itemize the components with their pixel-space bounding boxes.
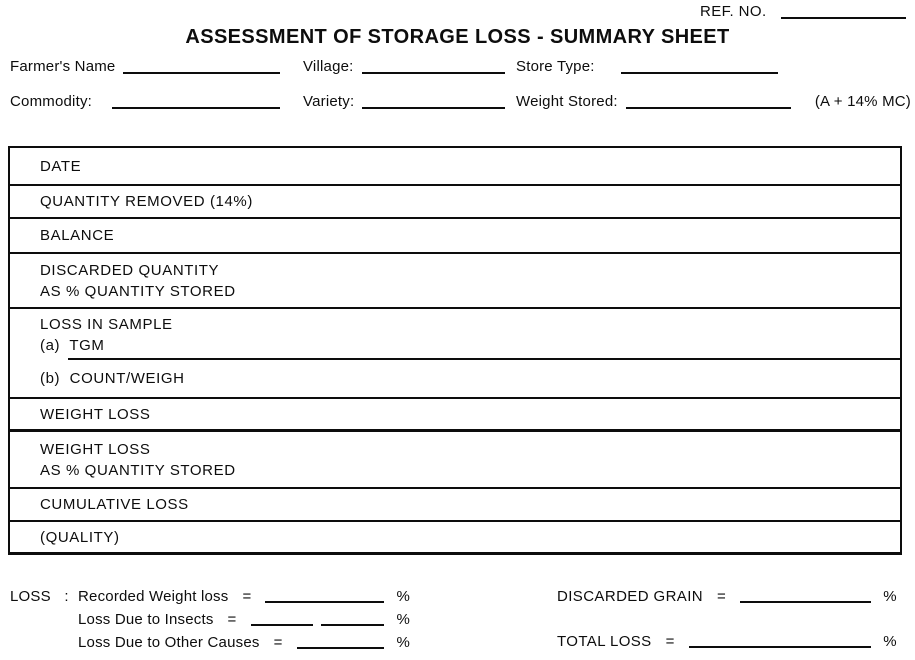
field-store-type [516, 58, 778, 75]
weight-stored-label: Weight Stored: [516, 93, 618, 110]
spacer [557, 605, 897, 628]
percent-sign: % [396, 611, 410, 628]
field-village [303, 58, 505, 75]
loss-insects-blank-1 [251, 611, 314, 626]
loss-line-recorded [10, 583, 410, 605]
field-variety [303, 93, 505, 110]
loss-insects-label: Loss Due to Insects [78, 611, 214, 628]
table-row-quality: (QUALITY) [10, 520, 900, 552]
discarded-grain-blank [740, 588, 871, 603]
ref-no-row [700, 3, 906, 20]
page-title: ASSESSMENT OF STORAGE LOSS - SUMMARY SHEET [185, 26, 730, 48]
table-row-loss-in-sample-tgm: LOSS IN SAMPLE (a) TGM [10, 307, 900, 360]
loss-other-causes-blank [297, 634, 385, 649]
table-row-discarded-quantity: DISCARDED QUANTITY AS % QUANTITY STORED [10, 252, 900, 307]
table-row-weight-loss: WEIGHT LOSS [10, 397, 900, 429]
loss-insects-blank-2 [321, 611, 384, 626]
farmers-name-label: Farmer's Name [10, 58, 116, 75]
loss-line-insects [10, 606, 410, 628]
table-row-cumulative-loss: CUMULATIVE LOSS [10, 487, 900, 520]
percent-sign: % [883, 633, 897, 650]
loss-other-causes-label: Loss Due to Other Causes [78, 634, 260, 651]
variety-label: Variety: [303, 93, 355, 110]
commodity-label: Commodity: [10, 93, 93, 110]
village-blank [362, 59, 505, 74]
village-label: Village: [303, 58, 354, 75]
percent-sign: % [883, 588, 897, 605]
summary-table [8, 146, 902, 555]
farmers-name-blank [123, 59, 280, 74]
ref-no-label: REF. NO. [700, 3, 767, 20]
variety-blank [362, 94, 505, 109]
total-loss-line [557, 628, 897, 650]
table-row-balance: BALANCE [10, 217, 900, 252]
table-row-count-weigh: (b) COUNT/WEIGH [10, 360, 900, 397]
field-weight-stored [516, 93, 911, 110]
equals-sign: = [227, 611, 237, 628]
loss-line-other-causes [10, 629, 410, 651]
loss-summary-left [10, 583, 410, 651]
equals-sign: = [665, 633, 675, 650]
discarded-grain-line [557, 583, 897, 605]
loss-summary-right [557, 583, 897, 650]
ref-no-blank [781, 4, 906, 19]
discarded-grain-label: DISCARDED GRAIN [557, 588, 704, 605]
percent-sign: % [396, 634, 410, 651]
percent-sign: % [396, 588, 410, 605]
recorded-weight-loss-blank [265, 588, 384, 603]
loss-colon: : [64, 588, 69, 605]
weight-stored-blank [626, 94, 791, 109]
table-row-weight-loss-pct: WEIGHT LOSS AS % QUANTITY STORED [10, 429, 900, 487]
table-row-quantity-removed: QUANTITY REMOVED (14%) [10, 184, 900, 217]
store-type-blank [621, 59, 778, 74]
field-commodity [10, 93, 280, 110]
commodity-blank [112, 94, 280, 109]
field-farmers-name [10, 58, 280, 75]
equals-sign: = [273, 634, 283, 651]
table-row-date: DATE [40, 157, 82, 175]
indented-divider-line [68, 358, 900, 360]
loss-heading: LOSS [10, 588, 51, 605]
total-loss-blank [689, 633, 871, 648]
store-type-label: Store Type: [516, 58, 595, 75]
equals-sign: = [242, 588, 252, 605]
weight-stored-suffix: (A + 14% MC) [814, 93, 911, 110]
equals-sign: = [717, 588, 727, 605]
recorded-weight-loss-label: Recorded Weight loss [78, 588, 229, 605]
total-loss-label: TOTAL LOSS [557, 633, 652, 650]
